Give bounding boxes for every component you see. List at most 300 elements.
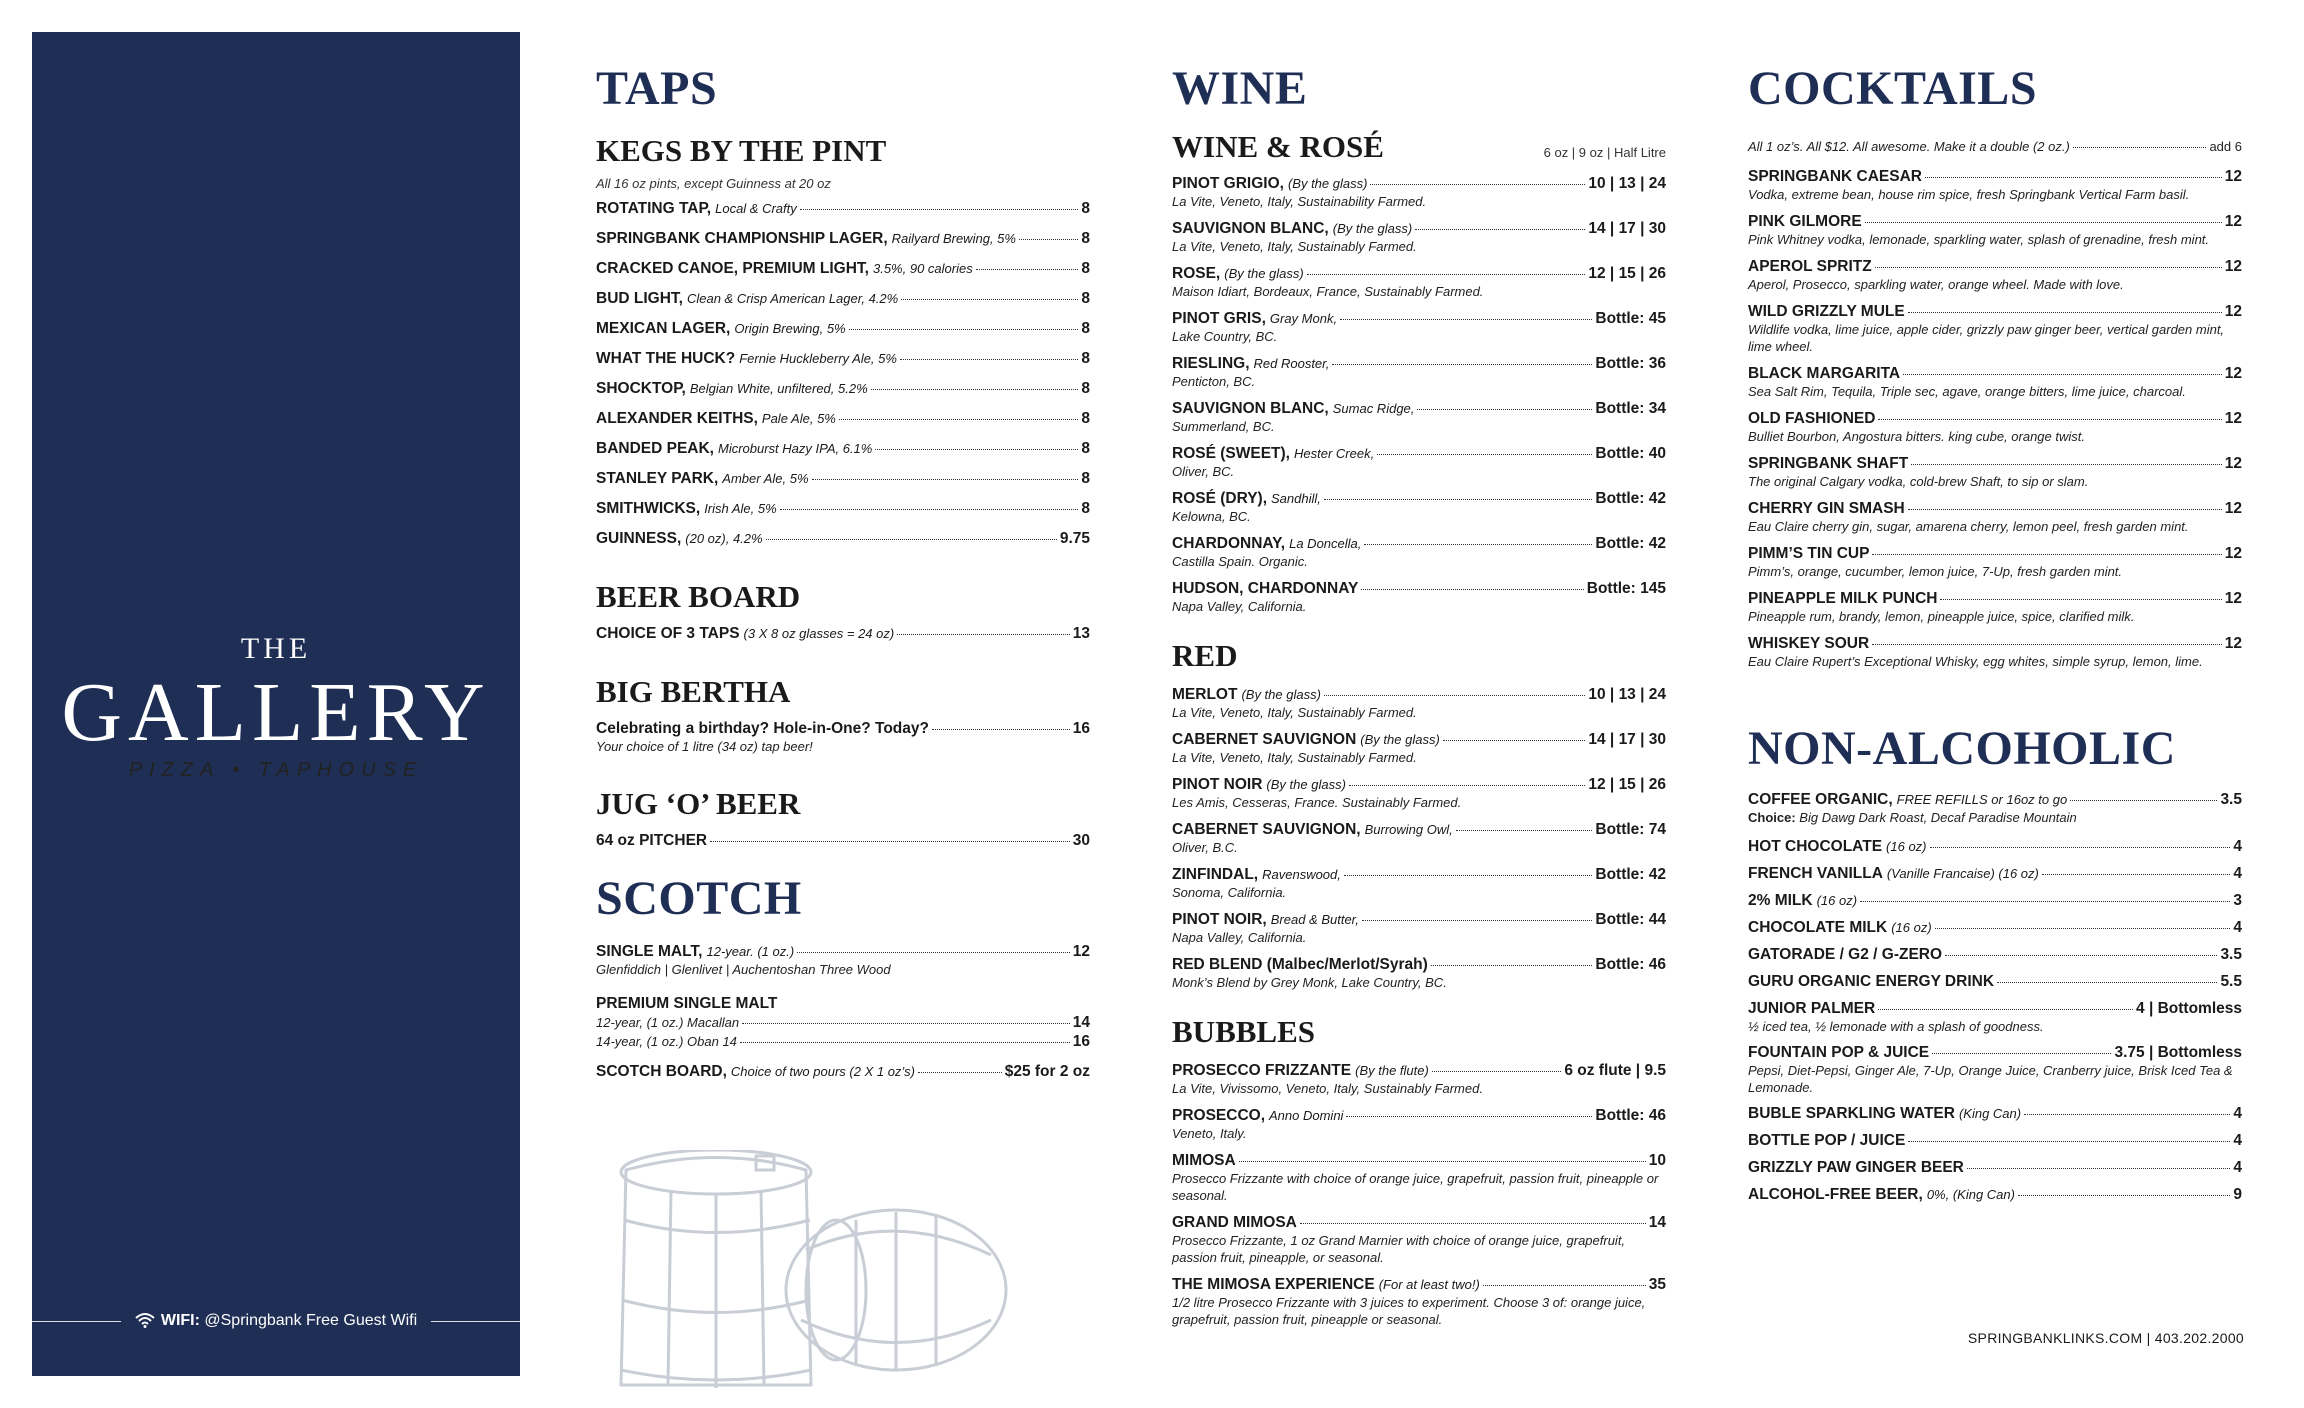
item-desc: Choice of two pours (2 X 1 oz’s) [730, 1064, 915, 1079]
menu-item [1748, 1043, 2242, 1096]
item-desc: Irish Ale, 5% [704, 501, 777, 516]
premium-row-2: 14-year, (1 oz.) Oban 14 [596, 1034, 737, 1049]
item-name: Celebrating a birthday? Hole-in-One? Today? [596, 720, 929, 737]
item-sub: La Vite, Veneto, Italy, Sustainably Farmed. [1172, 705, 1417, 720]
item-name: PINOT GRIS, [1172, 310, 1266, 327]
item-name: ROTATING TAP, [596, 200, 712, 217]
item-price: Bottle: 46 [1595, 956, 1666, 973]
menu-item [1748, 891, 2242, 910]
wifi-network: @Springbank Free Guest Wifi [204, 1312, 418, 1329]
item-price: 4 [2233, 865, 2242, 882]
item-desc: Clean & Crisp American Lager, 4.2% [686, 291, 899, 306]
item-price: 10 [1648, 1152, 1666, 1169]
wifi-rule-right [431, 1321, 520, 1322]
logo-name: GALLERY [61, 666, 491, 759]
item-desc: FREE REFILLS or 16oz to go [1896, 792, 2068, 807]
wine-title: WINE [1172, 62, 1308, 115]
item-price: 8 [1081, 200, 1090, 217]
menu-item [1748, 1104, 2242, 1123]
item-desc: (3 X 8 oz glasses = 24 oz) [743, 626, 895, 641]
menu-item [1172, 1106, 1666, 1142]
item-name: CABERNET SAUVIGNON, [1172, 821, 1361, 838]
item-price: 12 [2224, 635, 2242, 652]
item-price: 12 [2224, 500, 2242, 517]
taps-column [596, 60, 1090, 1092]
wifi-rule-left [32, 1321, 121, 1322]
menu-item [1748, 864, 2242, 883]
coffee-choice-text: Big Dawg Dark Roast, Decaf Paradise Mountain [1799, 810, 2077, 825]
item-price: 8 [1081, 410, 1090, 427]
footer-contact: SPRINGBANKLINKS.COM | 403.202.2000 [1967, 1330, 2244, 1346]
item-price: 3.75 | Bottomless [2114, 1044, 2242, 1061]
kegs-list [596, 199, 1090, 548]
menu-item [1172, 579, 1666, 615]
wine-column [1172, 60, 1666, 1337]
item-sub: Sonoma, California. [1172, 885, 1287, 900]
red-list [1172, 685, 1666, 991]
item-price: Bottle: 45 [1595, 310, 1666, 327]
cocktails-column [1748, 60, 2242, 1212]
item-price: 8 [1081, 500, 1090, 517]
menu-item [1172, 685, 1666, 721]
item-sub: La Vite, Vivissomo, Veneto, Italy, Sustainably Farmed. [1172, 1081, 1483, 1096]
item-desc: (By the glass) [1241, 687, 1321, 702]
item-sub: Pepsi, Diet-Pepsi, Ginger Ale, 7-Up, Orange Juice, Cranberry juice, Brisk Iced Tea & Lemonade. [1748, 1063, 2233, 1095]
item-desc: Origin Brewing, 5% [734, 321, 846, 336]
item-name: RED BLEND (Malbec/Merlot/Syrah) [1172, 956, 1428, 973]
item-name: MERLOT [1172, 686, 1238, 703]
item-name: CABERNET SAUVIGNON [1172, 731, 1357, 748]
menu-item [1748, 212, 2242, 248]
item-name: RIESLING, [1172, 355, 1250, 372]
menu-item [1748, 918, 2242, 937]
menu-item [1748, 167, 2242, 203]
item-desc: Pale Ale, 5% [761, 411, 836, 426]
item-price: 8 [1081, 230, 1090, 247]
item-sub: La Vite, Veneto, Italy, Sustainability Farmed. [1172, 194, 1427, 209]
menu-item [1172, 1213, 1666, 1266]
item-sub: Oliver, B.C. [1172, 840, 1238, 855]
menu-item [596, 439, 1090, 458]
item-name: PROSECCO FRIZZANTE [1172, 1062, 1352, 1079]
menu-item [1172, 219, 1666, 255]
item-sub: 1/2 litre Prosecco Frizzante with 3 juices to experiment. Choose 3 of: orange juice, grapefruit, passion fruit, pineapple or seasonal. [1172, 1295, 1646, 1327]
item-sub: Castilla Spain. Organic. [1172, 554, 1308, 569]
item-desc: Gray Monk, [1269, 311, 1338, 326]
item-name: BLACK MARGARITA [1748, 365, 1901, 382]
premium-price-1: 14 [1072, 1014, 1090, 1031]
item-sub: Your choice of 1 litre (34 oz) tap beer! [596, 739, 813, 754]
menu-item [1748, 1185, 2242, 1204]
item-sub: Penticton, BC. [1172, 374, 1256, 389]
item-price: 12 [2224, 213, 2242, 230]
item-price: $25 for 2 oz [1004, 1063, 1090, 1080]
wifi-label: WIFI: [160, 1312, 200, 1329]
wine-rose-heading: WINE & ROSÉ [1172, 129, 1384, 164]
item-price: 30 [1072, 832, 1090, 849]
item-price: 12 [2224, 410, 2242, 427]
cocktails-intro-text: All 1 oz’s. All $12. All awesome. Make it a double (2 oz.) [1748, 139, 2070, 154]
item-price: 12 [1072, 943, 1090, 960]
bubbles-heading: BUBBLES [1172, 1014, 1316, 1049]
cocktails-intro-price: add 6 [2209, 139, 2242, 154]
item-desc: Microburst Hazy IPA, 6.1% [717, 441, 873, 456]
menu-item [596, 529, 1090, 548]
item-desc: 12-year. (1 oz.) [706, 944, 795, 959]
cocktails-intro [1748, 138, 2242, 155]
item-desc: (20 oz), 4.2% [685, 531, 763, 546]
menu-item [1172, 489, 1666, 525]
premium-price-2: 16 [1072, 1033, 1090, 1050]
item-price: 4 [2233, 1159, 2242, 1176]
item-price: 6 oz flute | 9.5 [1564, 1062, 1666, 1079]
item-name: CRACKED CANOE, PREMIUM LIGHT, [596, 260, 869, 277]
item-price: 12 [2224, 258, 2242, 275]
item-desc: Anno Domini [1269, 1108, 1344, 1123]
item-desc: (By the glass) [1360, 732, 1440, 747]
item-sub: ½ iced tea, ½ lemonade with a splash of goodness. [1748, 1019, 2044, 1034]
beer-board-heading: BEER BOARD [596, 579, 801, 614]
item-sub: Pineapple rum, brandy, lemon, pineapple juice, spice, clarified milk. [1748, 609, 2135, 624]
item-sub: Summerland, BC. [1172, 419, 1275, 434]
single-malt-item [596, 942, 1090, 978]
menu-item [596, 229, 1090, 248]
item-name: GURU ORGANIC ENERGY DRINK [1748, 973, 1995, 990]
item-name: PREMIUM SINGLE MALT [596, 995, 778, 1012]
menu-item [1748, 544, 2242, 580]
brand-sidebar [32, 32, 520, 1376]
menu-item [1748, 634, 2242, 670]
menu-item [596, 469, 1090, 488]
item-name: COFFEE ORGANIC, [1748, 791, 1893, 808]
item-price: 8 [1081, 290, 1090, 307]
logo-subtitle: PIZZA • TAPHOUSE [128, 759, 424, 781]
item-name: SAUVIGNON BLANC, [1172, 220, 1329, 237]
scotch-board-item [596, 1062, 1090, 1081]
item-name: ZINFINDAL, [1172, 866, 1259, 883]
menu-item [1172, 444, 1666, 480]
item-name: PINOT GRIGIO, [1172, 175, 1284, 192]
item-price: 5.5 [2220, 973, 2242, 990]
item-price: 3.5 [2220, 946, 2242, 963]
item-sub: Sea Salt Rim, Tequila, Triple sec, agave, orange bitters, lime juice, charcoal. [1748, 384, 2186, 399]
coffee-choice-label: Choice: [1748, 810, 1796, 825]
menu-item [1172, 399, 1666, 435]
item-price: Bottle: 42 [1595, 490, 1666, 507]
item-name: ROSÉ (SWEET), [1172, 445, 1290, 462]
menu-item [1172, 955, 1666, 991]
cocktails-list [1748, 167, 2242, 670]
item-price: 12 [2224, 168, 2242, 185]
item-name: ALEXANDER KEITHS, [596, 410, 758, 427]
item-sub: Pink Whitney vodka, lemonade, sparkling water, splash of grenadine, fresh mint. [1748, 232, 2210, 247]
item-desc: (16 oz) [1816, 893, 1858, 908]
item-name: WHAT THE HUCK? [596, 350, 736, 367]
item-price: Bottle: 44 [1595, 911, 1666, 928]
menu-item [596, 379, 1090, 398]
item-sub: Prosecco Frizzante, 1 oz Grand Marnier with choice of orange juice, grapefruit, passion fruit, pineapple, or seasonal. [1172, 1233, 1626, 1265]
menu-item [596, 409, 1090, 428]
menu-item [1172, 865, 1666, 901]
menu-item [1748, 945, 2242, 964]
item-name: ALCOHOL-FREE BEER, [1748, 1186, 1923, 1203]
item-name: THE MIMOSA EXPERIENCE [1172, 1276, 1375, 1293]
item-desc: (By the flute) [1355, 1063, 1429, 1078]
item-name: HOT CHOCOLATE [1748, 838, 1883, 855]
item-name: GRIZZLY PAW GINGER BEER [1748, 1159, 1964, 1176]
item-price: 9 [2233, 1186, 2242, 1203]
item-name: WHISKEY SOUR [1748, 635, 1870, 652]
item-price: 4 [2233, 919, 2242, 936]
item-price: Bottle: 42 [1595, 866, 1666, 883]
wifi-info [32, 1312, 520, 1330]
item-price: 14 | 17 | 30 [1588, 220, 1666, 237]
non-alcoholic-list [1748, 837, 2242, 1204]
item-sub: Napa Valley, California. [1172, 930, 1307, 945]
item-name: HUDSON, CHARDONNAY [1172, 580, 1359, 597]
kegs-note: All 16 oz pints, except Guinness at 20 oz [596, 176, 831, 191]
item-desc: Belgian White, unfiltered, 5.2% [689, 381, 868, 396]
item-sub: Pimm’s, orange, cucumber, lemon juice, 7-Up, fresh garden mint. [1748, 564, 2123, 579]
item-name: PINOT NOIR [1172, 776, 1263, 793]
jug-item [596, 831, 1090, 850]
menu-item [1172, 730, 1666, 766]
item-desc: (For at least two!) [1378, 1277, 1480, 1292]
wifi-text [135, 1312, 417, 1330]
item-name: ROSÉ (DRY), [1172, 490, 1268, 507]
item-price: 3 [2233, 892, 2242, 909]
item-price: 16 [1072, 720, 1090, 737]
item-name: PINK GILMORE [1748, 213, 1862, 230]
item-name: STANLEY PARK, [596, 470, 719, 487]
logo-the: THE [240, 632, 312, 665]
menu-item [1172, 264, 1666, 300]
item-price: 8 [1081, 350, 1090, 367]
menu-item [1748, 257, 2242, 293]
item-sub: Oliver, BC. [1172, 464, 1235, 479]
non-alcoholic-title: NON-ALCOHOLIC [1748, 722, 2176, 775]
item-name: SPRINGBANK CAESAR [1748, 168, 1922, 185]
item-price: 12 [2224, 365, 2242, 382]
item-name: CHERRY GIN SMASH [1748, 500, 1905, 517]
item-price: Bottle: 40 [1595, 445, 1666, 462]
item-name: CHOICE OF 3 TAPS [596, 625, 740, 642]
item-name: SPRINGBANK SHAFT [1748, 455, 1909, 472]
premium-malt-item [596, 994, 1090, 1051]
wine-sizes: 6 oz | 9 oz | Half Litre [1543, 145, 1666, 160]
menu-item [1748, 454, 2242, 490]
item-desc: (King Can) [1958, 1106, 2022, 1121]
item-price: 14 | 17 | 30 [1588, 731, 1666, 748]
red-heading: RED [1172, 638, 1238, 673]
item-name: GRAND MIMOSA [1172, 1214, 1297, 1231]
item-desc: Sumac Ridge, [1332, 401, 1415, 416]
item-sub: Maison Idiart, Bordeaux, France, Sustainably Farmed. [1172, 284, 1484, 299]
item-desc: Burrowing Owl, [1364, 822, 1453, 837]
item-name: GUINNESS, [596, 530, 682, 547]
item-sub: Aperol, Prosecco, sparkling water, orange wheel. Made with love. [1748, 277, 2124, 292]
item-price: 8 [1081, 440, 1090, 457]
menu-item [1172, 1275, 1666, 1328]
item-price: 8 [1081, 470, 1090, 487]
item-desc: 0%, (King Can) [1926, 1187, 2015, 1202]
item-name: 2% MILK [1748, 892, 1813, 909]
menu-item [596, 499, 1090, 518]
item-price: 4 [2233, 838, 2242, 855]
item-desc: (By the glass) [1332, 221, 1413, 236]
item-name: FOUNTAIN POP & JUICE [1748, 1044, 1930, 1061]
item-name: CHARDONNAY, [1172, 535, 1286, 552]
beer-board-item [596, 624, 1090, 643]
item-name: BOTTLE POP / JUICE [1748, 1132, 1906, 1149]
item-name: BANDED PEAK, [596, 440, 714, 457]
item-sub: Glenfiddich | Glenlivet | Auchentoshan Three Wood [596, 962, 891, 977]
menu-item [1748, 499, 2242, 535]
item-desc: (Vanille Francaise) (16 oz) [1886, 866, 2039, 881]
item-price: 14 [1648, 1214, 1666, 1231]
item-sub: Monk’s Blend by Grey Monk, Lake Country, BC. [1172, 975, 1447, 990]
wine-rose-list [1172, 174, 1666, 615]
item-name: CHOCOLATE MILK [1748, 919, 1888, 936]
item-sub: Kelowna, BC. [1172, 509, 1251, 524]
item-price: Bottle: 145 [1586, 580, 1666, 597]
item-price: Bottle: 74 [1595, 821, 1666, 838]
item-name: SCOTCH BOARD, [596, 1063, 727, 1080]
item-price: 12 [2224, 590, 2242, 607]
item-price: 12 [2224, 455, 2242, 472]
item-price: Bottle: 42 [1595, 535, 1666, 552]
menu-item [1172, 174, 1666, 210]
cocktails-title: COCKTAILS [1748, 62, 2038, 115]
menu-item [1172, 1151, 1666, 1204]
item-price: 12 [2224, 545, 2242, 562]
menu-item [1748, 589, 2242, 625]
menu-item [1172, 910, 1666, 946]
item-price: Bottle: 36 [1595, 355, 1666, 372]
item-price: 8 [1081, 380, 1090, 397]
item-sub: La Vite, Veneto, Italy, Sustainably Farmed. [1172, 750, 1417, 765]
barrels-illustration [596, 1150, 1016, 1390]
item-sub: Bulliet Bourbon, Angostura bitters. king cube, orange twist. [1748, 429, 2085, 444]
menu-item [1748, 364, 2242, 400]
item-desc: Fernie Huckleberry Ale, 5% [739, 351, 897, 366]
menu-item [596, 259, 1090, 278]
item-desc: Sandhill, [1271, 491, 1321, 506]
item-sub: Wildlife vodka, lime juice, apple cider, grizzly paw ginger beer, vertical garden mint, lime wheel. [1748, 322, 2225, 354]
item-sub: Lake Country, BC. [1172, 329, 1278, 344]
wifi-icon [135, 1312, 155, 1328]
menu-item [1748, 837, 2242, 856]
item-price: 8 [1081, 320, 1090, 337]
item-desc: (16 oz) [1891, 920, 1932, 935]
menu-item [1172, 820, 1666, 856]
item-price: 13 [1072, 625, 1090, 642]
item-sub: Les Amis, Cesseras, France. Sustainably Farmed. [1172, 795, 1462, 810]
item-name: 64 oz PITCHER [596, 832, 708, 849]
item-name: PINOT NOIR, [1172, 911, 1267, 928]
item-name: SINGLE MALT, [596, 943, 703, 960]
menu-item [596, 319, 1090, 338]
item-desc: Bread & Butter, [1270, 912, 1359, 927]
item-price: Bottle: 46 [1595, 1107, 1666, 1124]
item-name: MEXICAN LAGER, [596, 320, 731, 337]
menu-item [1748, 302, 2242, 355]
menu-item [1748, 972, 2242, 991]
item-price: Bottle: 34 [1595, 400, 1666, 417]
menu-item [1748, 409, 2242, 445]
jug-heading: JUG ‘O’ BEER [596, 786, 801, 821]
menu-item [1172, 775, 1666, 811]
menu-item [1748, 999, 2242, 1035]
item-desc: (By the glass) [1224, 266, 1304, 281]
item-name: SHOCKTOP, [596, 380, 686, 397]
item-desc: (16 oz) [1886, 839, 1927, 854]
gallery-logo [32, 632, 520, 779]
menu-item [596, 349, 1090, 368]
bubbles-list [1172, 1061, 1666, 1328]
menu-item [1172, 534, 1666, 570]
big-bertha-heading: BIG BERTHA [596, 674, 791, 709]
item-desc: Local & Crafty [715, 201, 797, 216]
item-price: 35 [1648, 1276, 1666, 1293]
item-desc: Amber Ale, 5% [722, 471, 809, 486]
menu-item [596, 199, 1090, 218]
item-name: BUBLE SPARKLING WATER [1748, 1105, 1955, 1122]
item-sub: Eau Claire cherry gin, sugar, amarena cherry, lemon peel, fresh garden mint. [1748, 519, 2189, 534]
menu-item [1172, 354, 1666, 390]
item-sub: Eau Claire Rupert’s Exceptional Whisky, egg whites, simple syrup, lemon, lime. [1748, 654, 2203, 669]
item-name: BUD LIGHT, [596, 290, 683, 307]
item-name: WILD GRIZZLY MULE [1748, 303, 1905, 320]
item-sub: La Vite, Veneto, Italy, Sustainably Farmed. [1172, 239, 1417, 254]
item-desc: (By the glass) [1266, 777, 1346, 792]
item-price: 12 [2224, 303, 2242, 320]
item-name: SPRINGBANK CHAMPIONSHIP LAGER, [596, 230, 888, 247]
item-price: 12 | 15 | 26 [1588, 265, 1666, 282]
menu-item [1172, 309, 1666, 345]
item-sub: Vodka, extreme bean, house rim spice, fresh Springbank Vertical Farm basil. [1748, 187, 2190, 202]
coffee-item [1748, 790, 2242, 826]
taps-title: TAPS [596, 62, 718, 115]
item-name: APEROL SPRITZ [1748, 258, 1872, 275]
item-desc: La Doncella, [1289, 536, 1362, 551]
item-price: 4 [2233, 1132, 2242, 1149]
premium-row-1: 12-year, (1 oz.) Macallan [596, 1015, 740, 1030]
item-price: 9.75 [1059, 530, 1090, 547]
item-price: 10 | 13 | 24 [1588, 686, 1666, 703]
item-name: PINEAPPLE MILK PUNCH [1748, 590, 1938, 607]
item-price: 8 [1081, 260, 1090, 277]
item-name: FRENCH VANILLA [1748, 865, 1883, 882]
item-name: SAUVIGNON BLANC, [1172, 400, 1329, 417]
scotch-title: SCOTCH [596, 872, 802, 925]
menu-item [1172, 1061, 1666, 1097]
item-name: GATORADE / G2 / G-ZERO [1748, 946, 1943, 963]
menu-item [1748, 1131, 2242, 1150]
item-price: 3.5 [2220, 791, 2242, 808]
kegs-heading: KEGS BY THE PINT [596, 133, 887, 168]
item-price: 10 | 13 | 24 [1588, 175, 1666, 192]
item-name: MIMOSA [1172, 1152, 1236, 1169]
wine-rose-header [1172, 128, 1666, 166]
item-price: 4 [2233, 1105, 2242, 1122]
item-desc: Railyard Brewing, 5% [891, 231, 1016, 246]
item-desc: 3.5%, 90 calories [872, 261, 973, 276]
menu-item [1748, 1158, 2242, 1177]
item-name: PROSECCO, [1172, 1107, 1266, 1124]
item-sub: Prosecco Frizzante with choice of orange juice, grapefruit, passion fruit, pineapple or seasonal. [1172, 1171, 1659, 1203]
item-desc: Ravenswood, [1262, 867, 1341, 882]
